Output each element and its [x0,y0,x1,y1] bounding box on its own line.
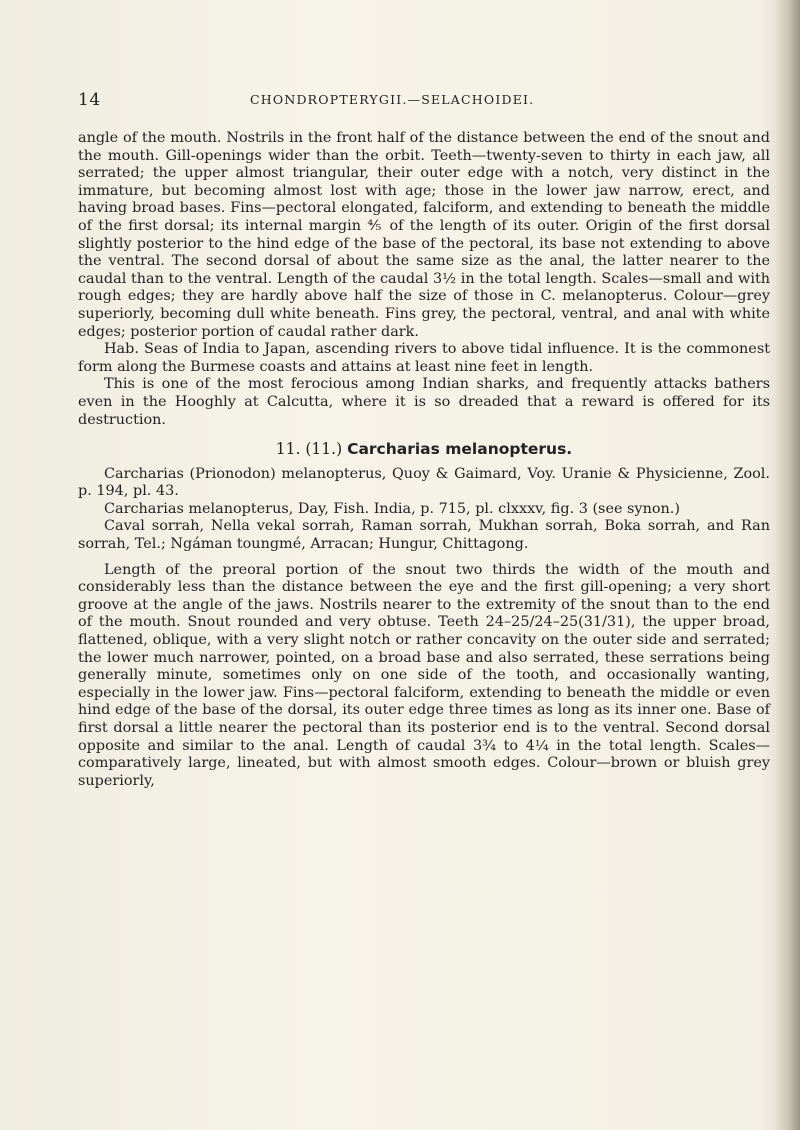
paragraph-behaviour: This is one of the most ferocious among Indian sharks, and frequently attacks bathers even in the Hooghly at Calcutta, where it is so dreaded that a reward is offered for its destruction. [78,376,770,428]
paragraph-habitat: Hab. Seas of India to Japan, ascending rivers to above tidal influence. It is the commonest form along the Burmese coasts and attains at least nine feet in length. [78,341,770,375]
page-body [78,130,770,790]
species-name: Carcharias melanopterus. [347,440,573,459]
synonym-entry-1: Carcharias (Prionodon) melanopterus, Quoy & Gaimard, Voy. Uranie & Physicienne, Zool. p. 194, pl. 43. [78,465,770,500]
species-heading [78,441,770,459]
vernacular-names: Caval sorrah, Nella vekal sorrah, Raman sorrah, Mukhan sorrah, Boka sorrah, and Ran sorrah, Tel.; Ngáman toungmé, Arracan; Hungur, Chittagong. [78,518,770,553]
synonymy [78,466,770,554]
synonym-entry-2: Carcharias melanopterus, Day, Fish. India, p. 715, pl. clxxxv, fig. 3 (see synon.) [104,500,680,517]
page-number: 14 [78,90,101,110]
page-header [78,90,768,120]
running-head: CHONDROPTERYGII.—SELACHOIDEI. [250,92,535,107]
species-number: 11. (11.) [275,440,343,459]
paragraph-description-2: Length of the preoral portion of the snout two thirds the width of the mouth and considerably less than the distance between the eye and the first gill-opening; a very short groove at the angle of the jaws. Nostrils nearer to the extremity of the snout than to the end of the mouth. Snout rounded and very obtuse. Teeth 24–25/24–25(31/31), the upper broad, flattened, oblique, with a very slight notch or rather concavity on the outer side and serrated; the lower much narrower, pointed, on a broad base and also serrated, these serrations being generally minute, sometimes only on one side of the tooth, and occasionally wanting, especially in the lower jaw. Fins—pectoral falciform, extending to beneath the middle or even hind edge of the base of the dorsal, its outer edge three times as long as its inner one. Base of first dorsal a little nearer the pectoral than its posterior end is to the ventral. Second dorsal opposite and similar to the anal. Length of caudal 3¾ to 4¼ in the total length. Scales—comparatively large, lineated, but with almost smooth edges. Colour—brown or bluish grey superiorly, [78,561,770,789]
paragraph-description: angle of the mouth. Nostrils in the front half of the distance between the end of the snout and the mouth. Gill-openings wider than the orbit. Teeth—twenty-seven to thirty in each jaw, all serrated; the upper almost triangular, their outer edge with a notch, very distinct in the immature, but becoming almost lost with age; those in the lower jaw narrow, erect, and having broad bases. Fins—pectoral elongated, falciform, and extending to beneath the middle of the first dorsal; its internal margin ⅘ of the length of its outer. Origin of the first dorsal slightly posterior to the hind edge of the base of the pectoral, its base not extending to above the ventral. The second dorsal of about the same size as the anal, the latter nearer to the caudal than to the ventral. Length of the caudal 3½ in the total length. Scales—small and with rough edges; they are hardly above half the size of those in C. melanopterus. Colour—grey superiorly, becoming dull white beneath. Fins grey, the pectoral, ventral, and anal with white edges; posterior portion of caudal rather dark. [78,130,770,340]
